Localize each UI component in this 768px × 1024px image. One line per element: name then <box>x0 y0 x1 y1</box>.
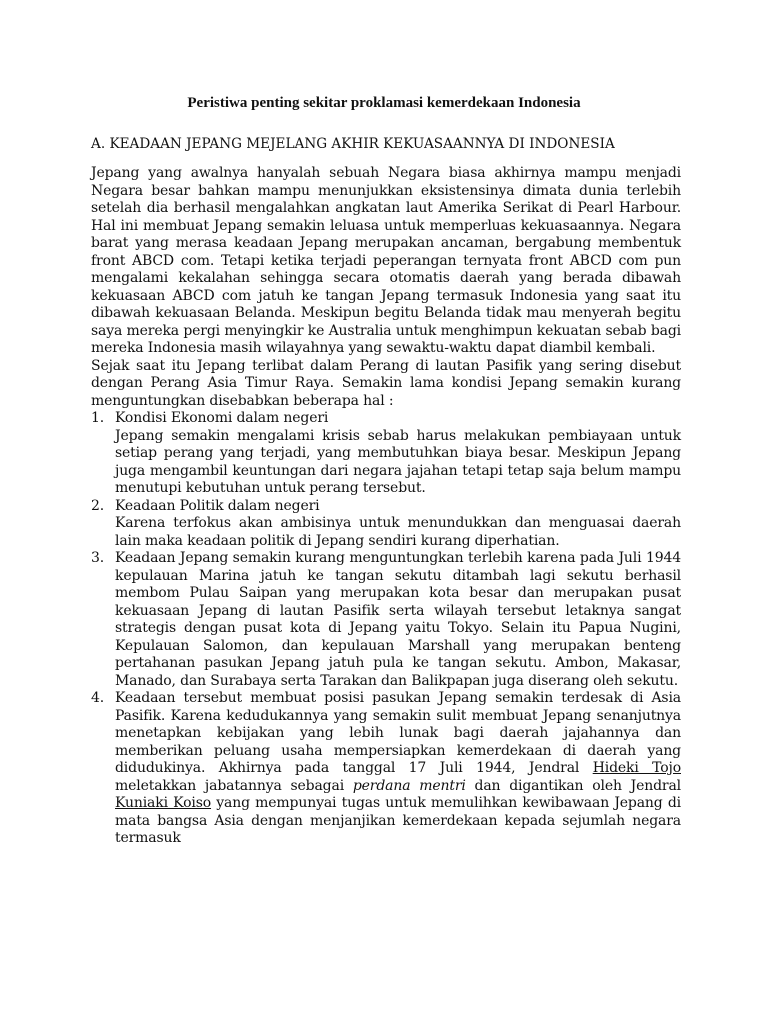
list-item-number: 3. <box>91 550 105 566</box>
list-item <box>91 410 681 498</box>
italic-term: perdana mentri <box>352 777 466 794</box>
kuniaki-koiso-link[interactable]: Kuniaki Koiso <box>115 795 212 811</box>
paragraph-war: Sejak saat itu Jepang terlibat dalam Perang di lautan Pasifik yang sering disebut dengan Perang Asia Timur Raya. Semakin lama kondisi Jepang semakin kurang menguntungkan disebabkan beberapa hal : <box>91 357 681 409</box>
section-heading: A. KEADAAN JEPANG MEJELANG AKHIR KEKUASAANNYA DI INDONESIA <box>91 136 615 152</box>
paragraph-intro: Jepang yang awalnya hanyalah sebuah Negara biasa akhirnya mampu menjadi Negara besar bahkan mampu menunjukkan eksistensinya dimata dunia terlebih setelah dia berhasil mengalahkan angkatan laut Amerika Serikat di Pearl Harbour. Hal ini membuat Jepang semakin leluasa untuk memperluas kekuasaannya. Negara barat yang merasa keadaan Jepang merupakan ancaman, bergabung membentuk front ABCD com. Tetapi ketika terjadi peperangan ternyata front ABCD com pun mengalami kekalahan sehingga secara otomatis daerah yang berada dibawah kekuasaan ABCD com jatuh ke tangan Jepang termasuk Indonesia yang saat itu dibawah kekuasaan Belanda. Meskipun begitu Belanda tidak mau menyerah begitu saya mereka pergi menyingkir ke Australia untuk menghimpun kekuatan sebab bagi mereka Indonesia masih wilayahnya yang sewaktu-waktu dapat diambil kembali. <box>91 165 681 356</box>
causes-list <box>91 410 681 848</box>
text-segment: Keadaan tersebut membuat posisi pasukan Jepang semakin terdesak di Asia Pasifik. Karena kedudukannya yang semakin sulit membuat Jepang senanjutnya menetapkan kebijakan yang lebih lunak bagi daerah jajahannya dan memberikan peluang usaha mempersiapkan kemerdekaan di daerah yang didudukinya. Akhirnya pada tanggal 17 Juli 1944, Jendral <box>115 690 681 776</box>
list-item-text: Keadaan Jepang semakin kurang menguntungkan terlebih karena pada Juli 1944 kepulauan Marina jatuh ke tangan sekutu ditambah lagi sekutu berhasil membom Pulau Saipan yang merupakan kota besar dan merupakan pusat kekuasaan Jepang di lautan Pasifik serta wilayah tersebut letaknya sangat strategis dengan pusat kota di Jepang yaitu Tokyo. Selain itu Papua Nugini, Kepulauan Salomon, dan kepulauan Marshall yang merupakan benteng pertahanan pasukan Jepang jatuh pula ke tangan sekutu. Ambon, Makasar, Manado, dan Surabaya serta Tarakan dan Balikpapan juga diserang oleh sekutu. <box>115 550 681 689</box>
list-item <box>91 550 681 690</box>
list-item-text: Jepang semakin mengalami krisis sebab harus melakukan pembiayaan untuk setiap perang yang terjadi, yang membutuhkan biaya besar. Meskipun Jepang juga mengambil keuntungan dari negara jajahan tetapi tetap saja belum mampu menutupi kebutuhan untuk perang tersebut. <box>115 427 681 496</box>
document-title: Peristiwa penting sekitar proklamasi kemerdekaan Indonesia <box>187 95 581 111</box>
document-body <box>91 165 681 848</box>
list-item-text <box>115 690 681 848</box>
list-item <box>91 498 681 551</box>
list-item-heading: Keadaan Politik dalam negeri <box>115 497 320 514</box>
list-item-heading: Kondisi Ekonomi dalam negeri <box>115 410 329 426</box>
text-segment: dan digantikan oleh Jendral <box>474 777 681 794</box>
list-item-number: 2. <box>91 497 105 514</box>
list-item <box>91 690 681 848</box>
list-item-number: 1. <box>91 410 105 426</box>
text-segment: yang mempunyai tugas untuk memulihkan kewibawaan Jepang di mata bangsa Asia dengan menjanjikan kemerdekaan kepada sejumlah negara termasuk <box>115 795 681 846</box>
list-item-text: Karena terfokus akan ambisinya untuk menundukkan dan menguasai daerah lain maka keadaan politik di Jepang sendiri kurang diperhatian. <box>115 515 681 549</box>
hideki-tojo-link[interactable]: Hideki Tojo <box>592 760 681 776</box>
text-segment: meletakkan jabatannya sebagai <box>115 777 345 794</box>
list-item-number: 4. <box>91 690 105 706</box>
